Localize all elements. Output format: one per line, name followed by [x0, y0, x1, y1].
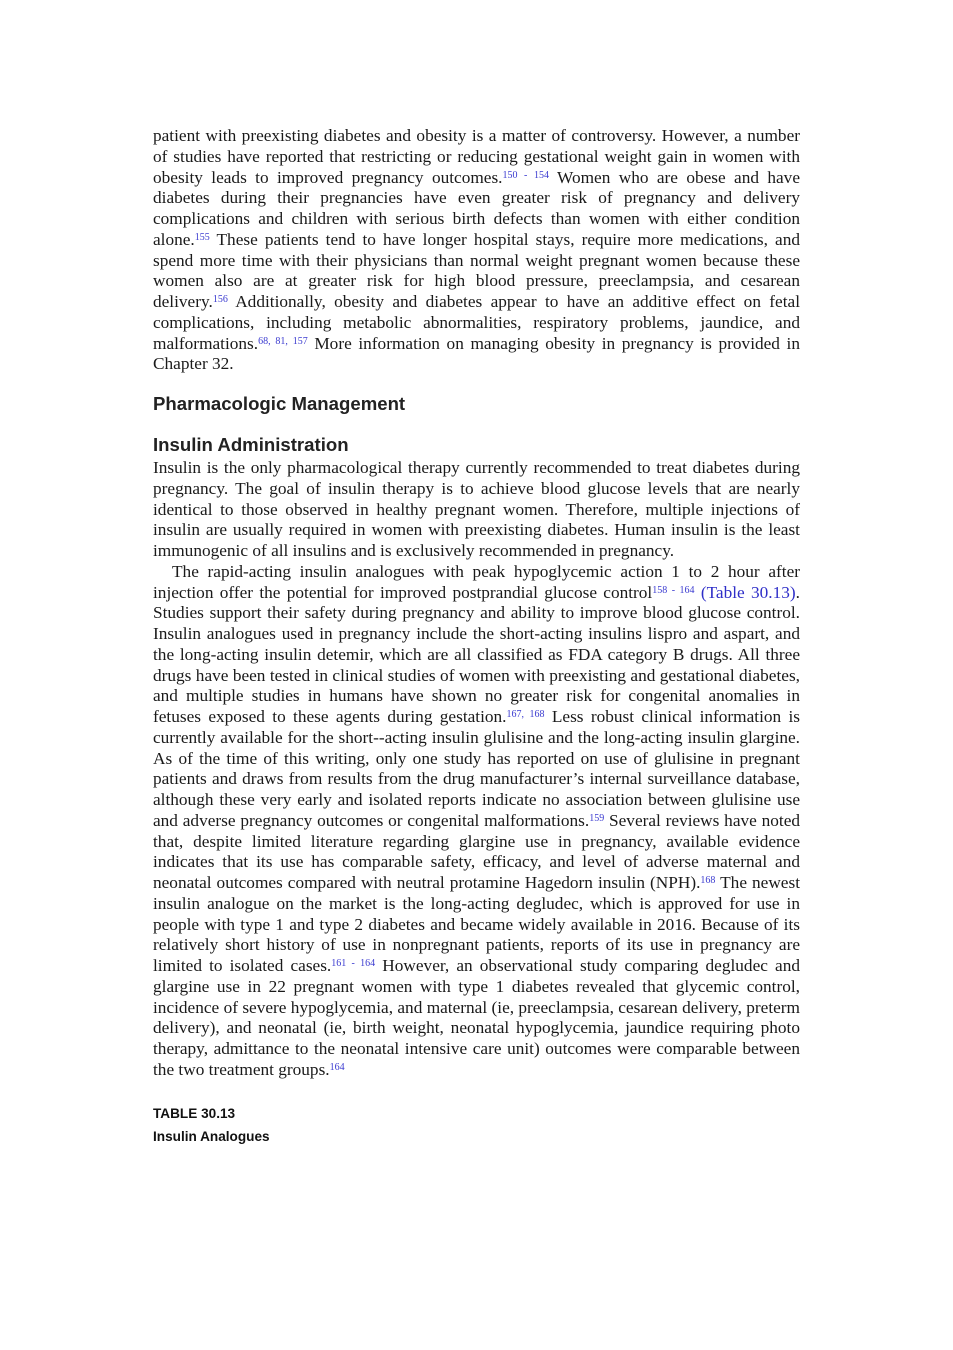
citation-ref[interactable]: 155	[194, 231, 210, 243]
citation-ref[interactable]: 161 - 164	[331, 958, 376, 969]
citation-ref[interactable]: 159	[589, 812, 605, 824]
citation-ref[interactable]: 150 - 154	[502, 169, 549, 181]
text: However, an observational study comparing degludec and glargine use in 22 pregnant women with type 1 diabetes revealed that glycemic control, incidence of severe hypoglycemia, and maternal (ie, preeclampsia, cesarean delivery, preterm delivery), and neonatal (ie, birth weight, neonatal hypoglycemia, jaundice requiring photo therapy, admittance to the neonatal intensive care unit) outcomes were comparable between the two treatment groups.	[153, 956, 800, 1079]
text: Less robust clinical information is currently available for the short--acting insulin glulisine and the long-acting insulin glargine. As of the time of this writing, only one study has reported on use of glulisine in pregnant patients and draws from results from the drug manufacturer’s internal surveillance database, although these very early and isolated reports indicate no association between glulisine use and adverse pregnancy outcomes or congenital malformations.	[153, 707, 801, 830]
text: Additionally, obesity and diabetes appear to have an additive effect on fetal complications, including metabolic abnormalities, respiratory problems, jaundice, and malformations.	[153, 292, 800, 353]
table-label: TABLE 30.13	[153, 1105, 236, 1121]
section-heading-pharmacologic: Pharmacologic Management	[153, 393, 406, 414]
citation-ref[interactable]: 158 - 164	[652, 584, 695, 596]
intro-paragraph	[153, 126, 800, 375]
text: Women who are obese and have diabetes during their pregnancies have even greater risk of pregnancy and delivery complications and children with serious birth defects than women with either condition alone.	[153, 167, 800, 249]
text: The rapid-acting insulin analogues with peak hypoglycemic action 1 to 2 hour after injection offer the potential for improved postprandial glucose control	[153, 561, 800, 602]
text: More information on managing obesity in pregnancy is provided in Chapter 32.	[153, 333, 800, 374]
citation-ref[interactable]: 164	[329, 1061, 345, 1073]
text: The newest insulin analogue on the market is the long-acting degludec, which is approved for use in people with type 1 and type 2 diabetes and became widely available in 2016. Because of its relatively short history of use in nonpregnant patients, reports of its use in pregnancy are limited to isolated cases.	[153, 873, 801, 975]
table-link[interactable]: (Table 30.13)	[700, 582, 796, 602]
table-title: Insulin Analogues	[153, 1128, 270, 1144]
document-page	[153, 126, 800, 1146]
text: patient with preexisting diabetes and obesity is a matter of controversy. However, a number of studies have reported that restricting or reducing gestational weight gain in women with obesity leads to improved pregnancy outcomes.	[153, 126, 800, 187]
citation-ref[interactable]: 168	[700, 875, 716, 886]
text: . Studies support their safety during pregnancy and ability to improve blood glucose control. Insulin analogues used in pregnancy include the short-acting insulins lispro and aspart, and the long-acting insulin detemir, which are all classified as FDA category B drugs. All three drugs have been tested in clinical studies of women with preexisting and gestational diabetes, and multiple studies in humans have shown no greater risk for congenital anomalies in fetuses exposed to these agents during gestation.	[153, 582, 800, 726]
text: Several reviews have noted that, despite limited literature regarding glargine use in pregnancy, available evidence indicates that its use has comparable safety, efficacy, and level of adverse maternal and neonatal outcomes compared with neutral protamine Hagedorn insulin (NPH).	[153, 810, 801, 892]
insulin-paragraph-1: Insulin is the only pharmacological therapy currently recommended to treat diabetes during pregnancy. The goal of insulin therapy is to achieve blood glucose levels that are nearly identical to those observed in healthy pregnant women. Therefore, multiple injections of insulin are usually required in women with preexisting diabetes. Human insulin is the least immunogenic of all insulins and is exclusively recommended in pregnancy.	[153, 458, 800, 560]
text: These patients tend to have longer hospital stays, require more medications, and spend more time with their physicians than normal weight pregnant women because these women also are at greater risk for high blood pressure, preeclampsia, and cesarean delivery.	[153, 229, 800, 311]
citation-ref[interactable]: 68, 81, 157	[258, 335, 308, 347]
citation-ref[interactable]: 156	[212, 294, 228, 305]
citation-ref[interactable]: 167, 168	[506, 709, 545, 720]
section-heading-insulin: Insulin Administration	[153, 434, 349, 455]
insulin-paragraph-2	[153, 562, 800, 1081]
